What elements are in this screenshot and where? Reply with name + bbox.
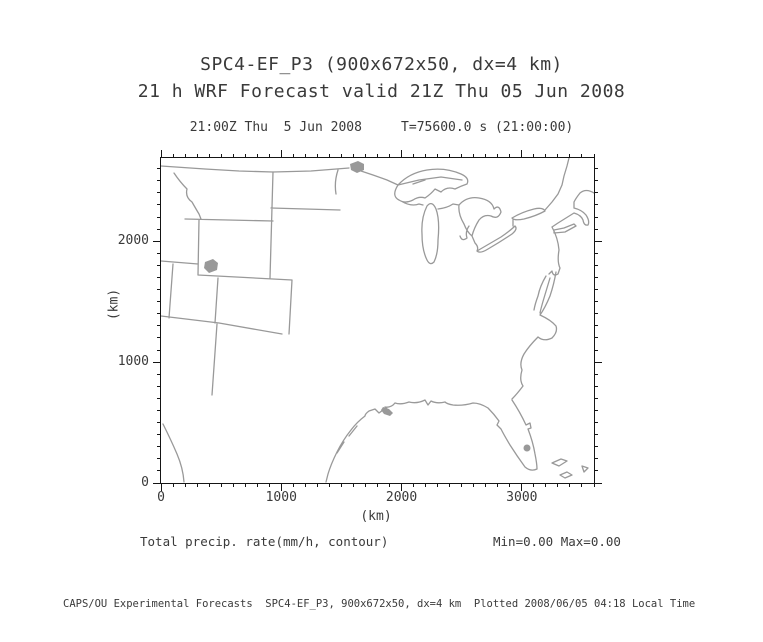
y-tick-label: 2000 (117, 233, 149, 249)
y-tick (594, 337, 598, 338)
y-axis-label: (km) (106, 288, 122, 321)
map-plot-area (117, 157, 595, 505)
y-tick (594, 265, 598, 266)
x-tick (269, 154, 270, 158)
x-tick (425, 483, 426, 487)
coastline-path (163, 191, 594, 483)
x-tick (365, 154, 366, 158)
x-tick (185, 483, 186, 487)
y-tick (594, 277, 598, 278)
x-tick (257, 483, 258, 487)
x-tick (233, 483, 234, 487)
x-tick (569, 154, 570, 158)
x-tick (209, 154, 210, 158)
y-tick (594, 470, 598, 471)
y-tick (153, 483, 161, 484)
y-tick (594, 313, 598, 314)
x-tick (533, 154, 534, 158)
x-tick (594, 483, 595, 487)
y-tick (157, 229, 161, 230)
x-tick (521, 150, 522, 158)
y-tick (153, 362, 161, 363)
y-tick (594, 398, 598, 399)
x-tick (497, 483, 498, 487)
x-tick (581, 483, 582, 487)
x-tick (569, 483, 570, 487)
y-tick (157, 410, 161, 411)
great-lakes-path (395, 169, 545, 264)
y-tick (157, 446, 161, 447)
y-tick (157, 337, 161, 338)
x-tick (305, 483, 306, 487)
y-tick (157, 434, 161, 435)
x-tick (425, 154, 426, 158)
x-tick (293, 154, 294, 158)
plot-timestamp-line: 21:00Z Thu 5 Jun 2008 T=75600.0 s (21:00:00) (189, 120, 574, 135)
x-tick (365, 483, 366, 487)
great-salt-lake-blob (204, 259, 218, 273)
y-tick (157, 422, 161, 423)
plot-title-line2: 21 h WRF Forecast valid 21Z Thu 05 Jun 2008 (137, 81, 626, 102)
x-tick (437, 483, 438, 487)
x-tick (473, 154, 474, 158)
footer-attribution: CAPS/OU Experimental Forecasts SPC4-EF_P3, 900x672x50, dx=4 km Plotted 2008/06/05 04:18 Local Time (63, 598, 696, 610)
y-tick (594, 350, 598, 351)
y-tick (594, 374, 598, 375)
x-tick (485, 154, 486, 158)
lake-okeechobee-blob (524, 445, 531, 452)
y-tick (594, 325, 598, 326)
x-tick (305, 154, 306, 158)
y-tick (594, 386, 598, 387)
x-tick (594, 154, 595, 158)
y-tick (157, 204, 161, 205)
x-tick (353, 154, 354, 158)
x-tick (173, 154, 174, 158)
y-tick-label: 0 (141, 475, 149, 490)
x-tick (413, 154, 414, 158)
y-tick (594, 289, 598, 290)
x-tick (197, 483, 198, 487)
x-tick (401, 150, 402, 158)
y-tick (594, 483, 602, 484)
y-tick (594, 422, 598, 423)
x-tick (545, 483, 546, 487)
y-tick (157, 398, 161, 399)
x-tick (437, 154, 438, 158)
y-tick (594, 192, 598, 193)
y-tick (594, 446, 598, 447)
x-tick (233, 154, 234, 158)
y-tick (157, 458, 161, 459)
x-tick (389, 483, 390, 487)
x-tick (221, 154, 222, 158)
y-tick (157, 350, 161, 351)
y-tick (157, 265, 161, 266)
y-tick (594, 217, 598, 218)
x-tick (557, 154, 558, 158)
x-tick (581, 154, 582, 158)
x-tick (461, 483, 462, 487)
state-borders-path (161, 170, 340, 395)
y-tick (157, 277, 161, 278)
y-tick (157, 180, 161, 181)
x-tick-label: 2000 (385, 490, 418, 505)
y-tick (157, 192, 161, 193)
x-axis-label: (km) (360, 509, 392, 524)
x-tick (245, 483, 246, 487)
y-tick (157, 168, 161, 169)
x-tick (509, 483, 510, 487)
x-tick-label: 3000 (506, 490, 538, 505)
x-tick (269, 483, 270, 487)
mississippi-delta-blob (381, 407, 393, 416)
y-tick (594, 229, 598, 230)
x-tick (341, 154, 342, 158)
x-tick (353, 483, 354, 487)
x-tick (509, 154, 510, 158)
y-tick (157, 325, 161, 326)
y-tick (157, 470, 161, 471)
x-tick (173, 483, 174, 487)
x-tick (449, 154, 450, 158)
y-tick (594, 253, 598, 254)
x-tick (341, 483, 342, 487)
canada-border-path (161, 158, 569, 210)
y-tick (157, 313, 161, 314)
y-tick (157, 301, 161, 302)
x-tick (329, 483, 330, 487)
x-tick (533, 483, 534, 487)
x-tick (185, 154, 186, 158)
x-tick (461, 154, 462, 158)
x-tick (377, 154, 378, 158)
x-tick (197, 154, 198, 158)
y-tick (157, 217, 161, 218)
x-tick (377, 483, 378, 487)
x-tick (245, 154, 246, 158)
y-tick (157, 374, 161, 375)
y-tick (153, 241, 161, 242)
x-tick (161, 150, 162, 158)
y-tick (594, 458, 598, 459)
x-tick (485, 483, 486, 487)
x-tick (473, 483, 474, 487)
y-tick (594, 362, 602, 363)
x-tick (317, 483, 318, 487)
x-tick (281, 150, 282, 158)
x-tick (209, 483, 210, 487)
field-caption: Total precip. rate(mm/h, contour) (140, 534, 389, 549)
x-tick (389, 154, 390, 158)
y-tick-label: 1000 (117, 354, 149, 370)
x-tick (329, 154, 330, 158)
x-tick (557, 483, 558, 487)
x-tick (293, 483, 294, 487)
x-tick (257, 154, 258, 158)
minmax-caption: Min=0.00 Max=0.00 (493, 534, 621, 549)
plot-title-line1: SPC4-EF_P3 (900x672x50, dx=4 km) (200, 54, 563, 75)
y-tick (594, 204, 598, 205)
x-tick (497, 154, 498, 158)
y-tick (157, 253, 161, 254)
x-tick-label: 0 (157, 490, 165, 505)
y-tick (594, 168, 598, 169)
y-tick (594, 301, 598, 302)
y-tick (594, 410, 598, 411)
y-tick (594, 434, 598, 435)
x-tick-label: 1000 (265, 490, 297, 505)
y-tick (157, 289, 161, 290)
x-tick (317, 154, 318, 158)
x-tick (413, 483, 414, 487)
x-tick (221, 483, 222, 487)
y-tick (157, 386, 161, 387)
x-tick (449, 483, 450, 487)
y-tick (594, 241, 602, 242)
us-basemap (161, 158, 594, 483)
y-tick (594, 180, 598, 181)
x-tick (545, 154, 546, 158)
